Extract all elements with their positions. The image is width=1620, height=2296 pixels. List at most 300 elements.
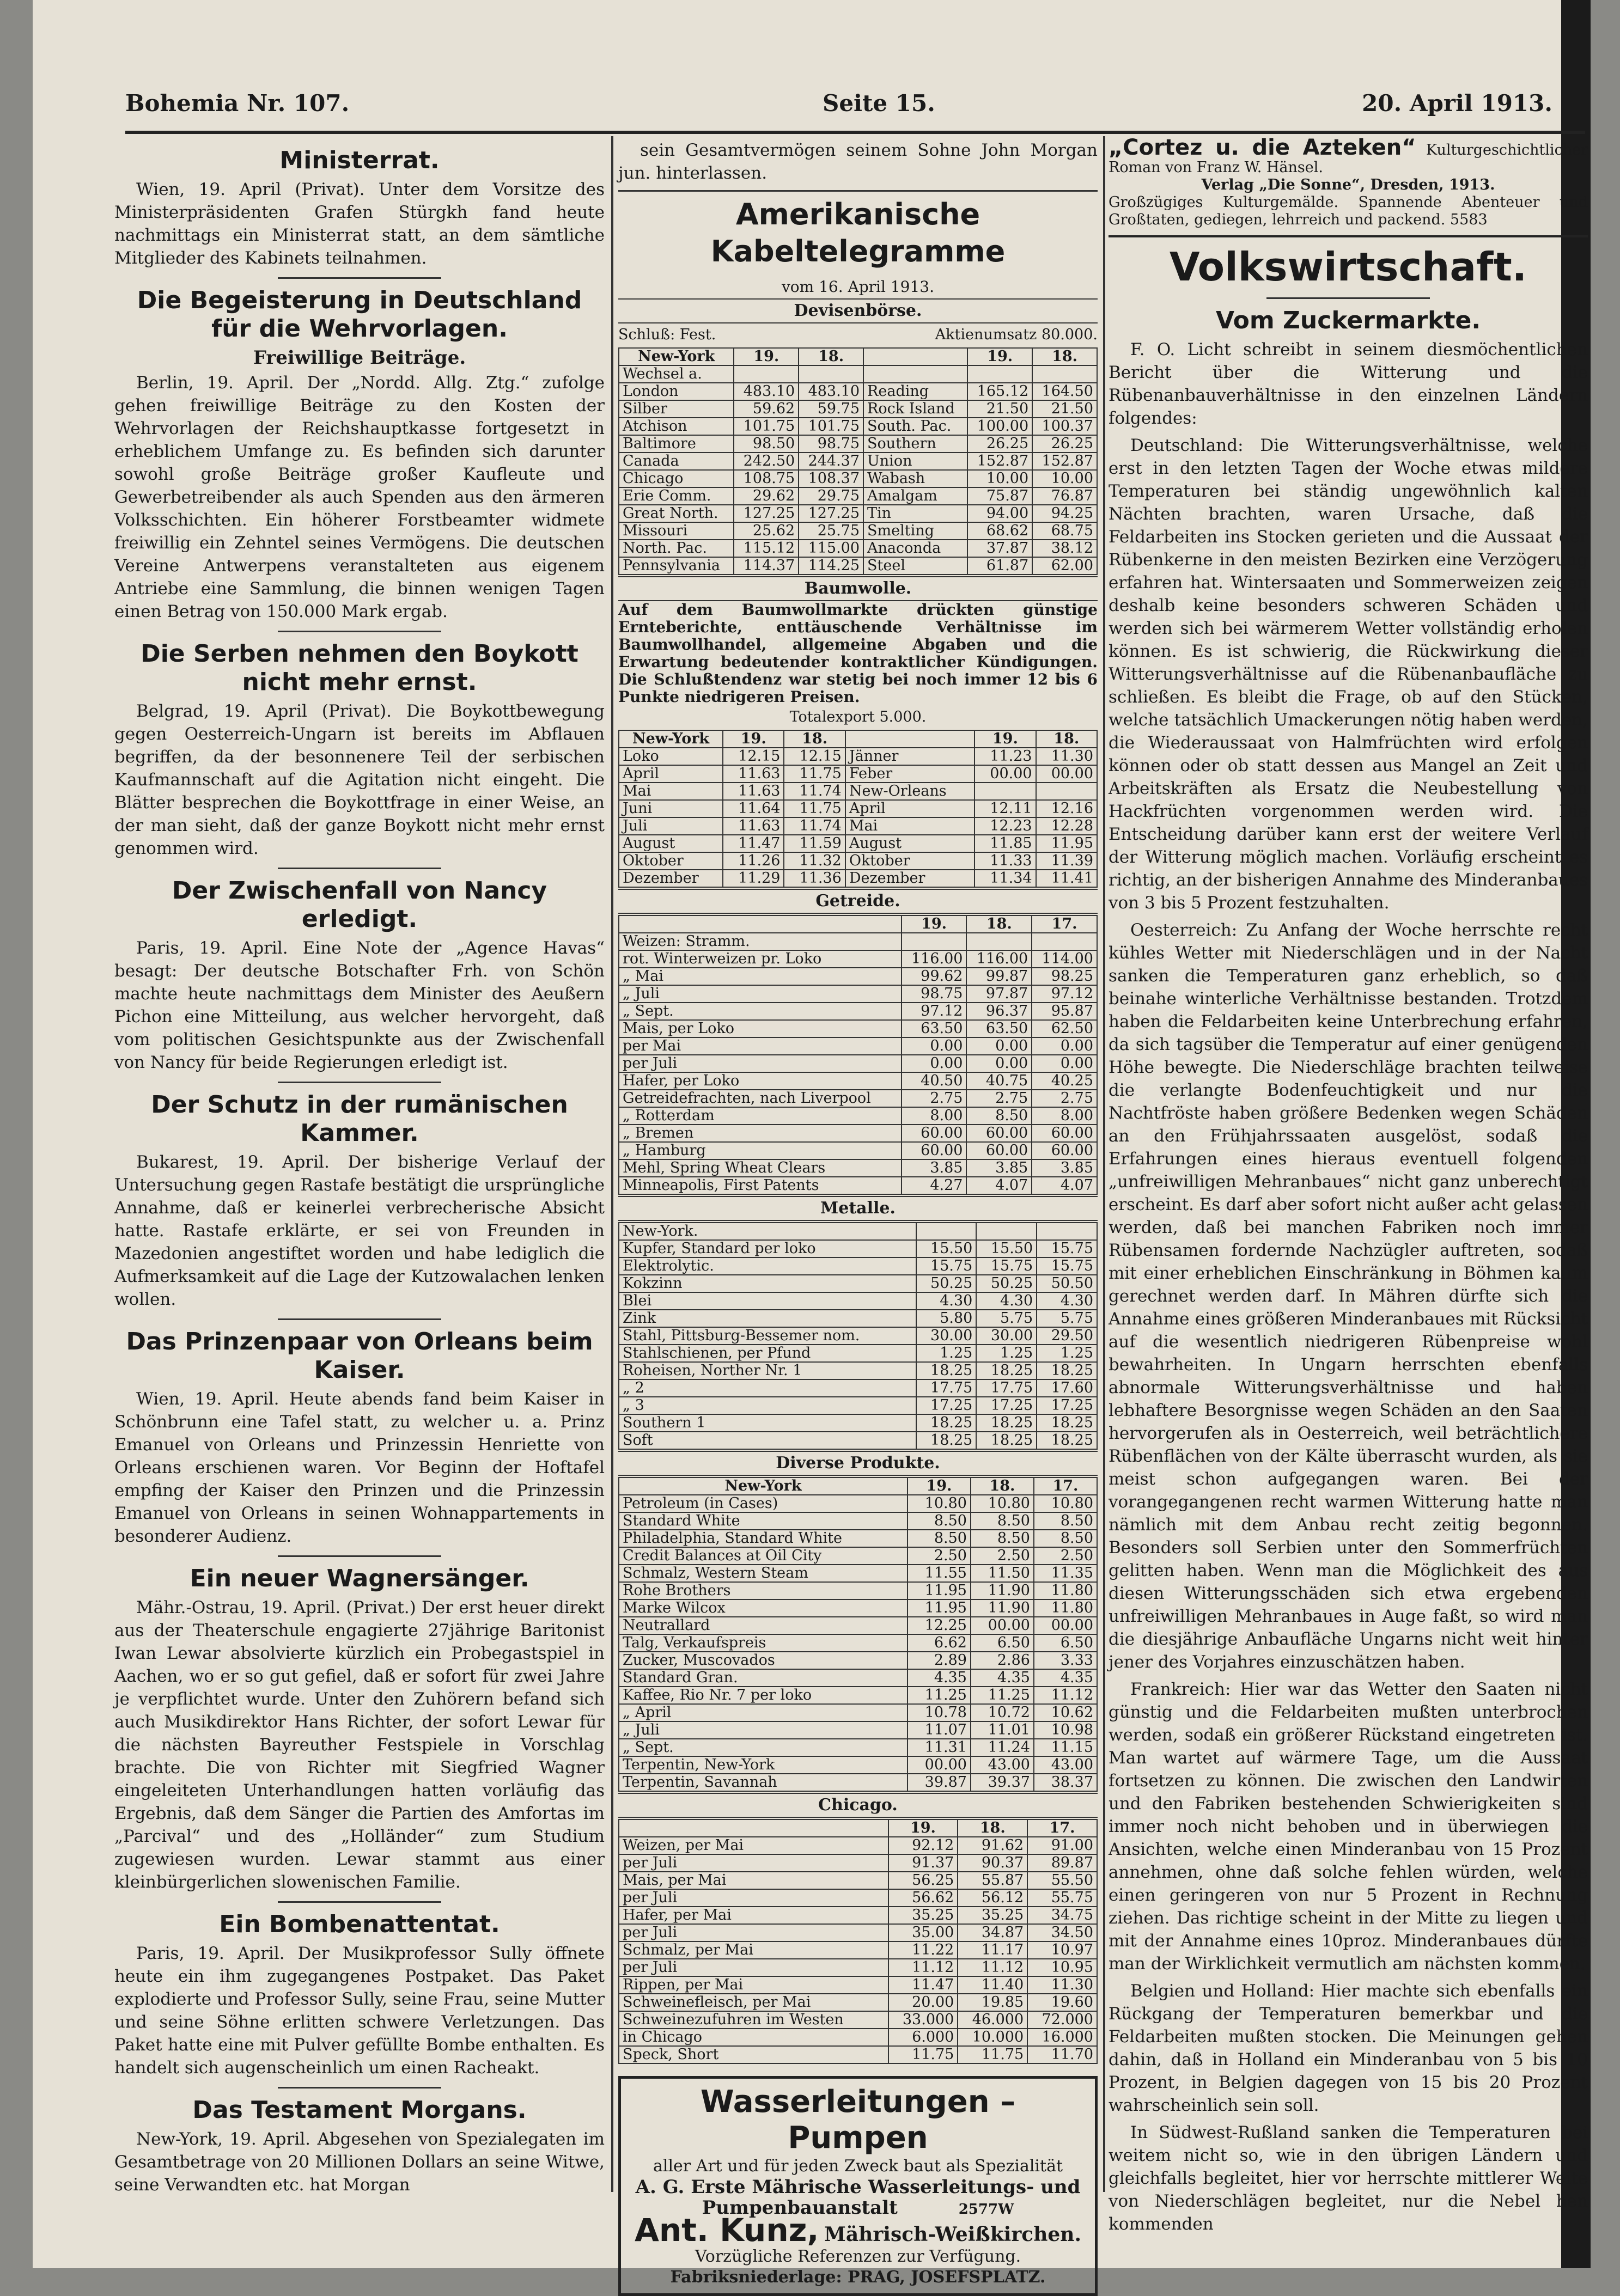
table-cell: 11.80: [1034, 1599, 1097, 1617]
table-row: [619, 765, 1097, 783]
table-cell: 11.33: [975, 852, 1036, 870]
table-cell: 29.75: [799, 487, 863, 505]
table-row: [619, 2011, 1097, 2029]
article-text: In Südwest-Rußland sanken die Temperaturen bei weitem nicht so, wie in den übrigen Ländern und gleichfalls begleitet, hier vor herrschte mittlerer Weite von Niederschlägen begleitet, nur die Nebel hen kommenden: [1109, 2123, 1588, 2234]
table-cell: 97.87: [966, 985, 1032, 1003]
table-row: [619, 400, 1097, 418]
table-cell: 29.62: [734, 487, 799, 505]
table-row: [619, 1345, 1097, 1362]
table-cell: Stahl, Pittsburg-Bessemer nom.: [619, 1327, 916, 1345]
column-header: 19.: [975, 730, 1036, 748]
page-number: Seite 15.: [823, 90, 935, 117]
article-title: Die Begeisterung in Deutschland für die Wehrvorlagen.: [137, 286, 582, 343]
table-cell: 98.50: [734, 435, 799, 453]
table-cell: 34.50: [1027, 1924, 1097, 1941]
table-row: [619, 1055, 1097, 1072]
table-cell: „ Sept.: [619, 1003, 902, 1020]
table-cell: Getreidefrachten, nach Liverpool: [619, 1090, 902, 1107]
ad-title: Wasserleitungen – Pumpen: [700, 2084, 1016, 2155]
article-text: Belgrad, 19. April (Privat). Die Boykottbewegung gegen Oesterreich-Ungarn ist bereits im Abflauen begriffen, da der besonnenere Teil der serbischen Kaufmannschaft auf die Agitation nicht eingeht. Die Blätter besprechen die Boykottfrage in einer Weise, an der man sieht, daß der ganze Boykott nicht mehr ernst genommen wird.: [114, 701, 605, 858]
table-cell: 11.95: [908, 1599, 971, 1617]
table-row: [619, 1739, 1097, 1756]
table-cell: 10.72: [971, 1704, 1034, 1721]
table-cell: New-York.: [619, 1223, 916, 1240]
table-cell: 18.25: [976, 1414, 1037, 1432]
table-row: [619, 1854, 1097, 1872]
table-row: [619, 470, 1097, 487]
table-cell: 11.75: [784, 765, 845, 783]
table-cell: „ 2: [619, 1379, 916, 1397]
table-cell: 21.50: [967, 400, 1032, 418]
table-cell: Mais, per Loko: [619, 1020, 902, 1037]
table-cell: 115.12: [734, 540, 799, 557]
table-cell: 11.63: [723, 817, 784, 835]
table-header-row: [619, 915, 1097, 933]
table-cell: 00.00: [1036, 765, 1097, 783]
table-cell: Erie Comm.: [619, 487, 734, 505]
table-cell: Southern 1: [619, 1414, 916, 1432]
table-cell: Kupfer, Standard per loko: [619, 1240, 916, 1257]
table-cell: 98.75: [902, 985, 967, 1003]
table-cell: 20.00: [888, 1994, 958, 2011]
article-title: Der Schutz in der rumänischen Kammer.: [151, 1091, 568, 1147]
table-row: [619, 1704, 1097, 1721]
table-row: [619, 1275, 1097, 1292]
table-cell: Chicago: [619, 470, 734, 487]
table-row: [619, 1599, 1097, 1617]
table-cell: 99.87: [966, 968, 1032, 985]
table-cell: 11.12: [958, 1959, 1027, 1976]
table-cell: Roheisen, Norther Nr. 1: [619, 1362, 916, 1379]
table-cell: 33.000: [888, 2011, 958, 2029]
section-title: Volkswirtschaft.: [1169, 244, 1527, 290]
column-header: [863, 348, 967, 365]
table-row: [619, 817, 1097, 835]
table-row: [619, 2029, 1097, 2046]
article-subtitle: Freiwillige Beiträge.: [253, 347, 466, 369]
table-cell: Missouri: [619, 522, 734, 540]
table-cell: 18.25: [916, 1414, 977, 1432]
table-cell: 35.25: [888, 1907, 958, 1924]
column-header: 17.: [1032, 915, 1097, 933]
issue-date: 20. April 1913.: [1362, 90, 1552, 117]
table-cell: 11.47: [888, 1976, 958, 1994]
table-row: [619, 870, 1097, 887]
table-cell: 11.29: [723, 870, 784, 887]
table-cell: 10.98: [1034, 1721, 1097, 1739]
volume-note: Aktienumsatz 80.000.: [935, 326, 1098, 343]
table-row: [619, 435, 1097, 453]
table-cell: 164.50: [1032, 383, 1097, 400]
article-text: New-York, 19. April. Abgesehen von Spezialegaten im Gesamtbetrage von 20 Millionen Dollars an seine Witwe, seine Verwandten etc. hat Morgan: [114, 2129, 605, 2195]
table-cell: 101.75: [799, 418, 863, 435]
table-row: [619, 1530, 1097, 1547]
table-cell: 242.50: [734, 453, 799, 470]
table-cell: 11.47: [723, 835, 784, 852]
table-cell: 30.00: [976, 1327, 1037, 1345]
table-cell: Wabash: [863, 470, 967, 487]
table-row: [619, 1495, 1097, 1512]
table-cell: 5.80: [916, 1310, 977, 1327]
table-row: [619, 1959, 1097, 1976]
ad-line: Pumpenbauanstalt: [702, 2197, 898, 2219]
table-cell: 11.01: [971, 1721, 1034, 1739]
table-cell: 11.90: [971, 1599, 1034, 1617]
table-cell: 1.25: [976, 1345, 1037, 1362]
table-cell: 8.50: [1034, 1512, 1097, 1530]
table-cell: 4.07: [1032, 1177, 1097, 1194]
table-cell: 2.75: [966, 1090, 1032, 1107]
table-row: [619, 835, 1097, 852]
table-cell: Speck, Short: [619, 2046, 888, 2063]
ad-line: A. G. Erste Mährische Wasserleitungs- und: [635, 2176, 1081, 2198]
table-cell: 10.78: [908, 1704, 971, 1721]
table-cell: 59.62: [734, 400, 799, 418]
table-cell: 12.15: [784, 748, 845, 765]
table-cell: 99.62: [902, 968, 967, 985]
table-cell: in Chicago: [619, 2029, 888, 2046]
table-cell: 11.63: [723, 765, 784, 783]
table-cell: 244.37: [799, 453, 863, 470]
table-cell: 10.62: [1034, 1704, 1097, 1721]
table-cell: [799, 365, 863, 383]
table-cell: 11.23: [975, 748, 1036, 765]
closing-note: Schluß: Fest.: [618, 326, 716, 343]
table-cell: 114.00: [1032, 950, 1097, 968]
subsection-metals: Metalle.: [618, 1196, 1098, 1221]
subsection-devisen: Devisenbörse.: [618, 298, 1098, 323]
article-title: Ministerrat.: [279, 146, 440, 174]
table-row: [619, 1159, 1097, 1177]
table-cell: 4.35: [971, 1669, 1034, 1687]
table-cell: Marke Wilcox: [619, 1599, 908, 1617]
table-cell: Schweinezufuhren im Westen: [619, 2011, 888, 2029]
article-text: Oesterreich: Zu Anfang der Woche herrschte recht kühles Wetter mit Niederschlägen und in der Nacht sanken die Temperaturen ganz erheblich, so daß beinahe winterliche Verhältnisse bestanden. Trotzdem haben die Feldarbeiten keine Unterbrechung erfahren, da sich tagsüber die Temperatur auf einer genügenden Höhe bewegte. Die Niederschläge brachten teilweise die verlangte Bodenfeuchtigkeit und nur die Nachtfröste haben größere Bedenken wegen Schäden an den Frühjahrssaaten ausgelöst, sodaß die Erfahrungen eines hieraus eventuell folgenden „unfreiwilligen Mehranbaues“ nicht ganz unberechtigt erscheint. Es darf aber sofort nicht außer acht gelassen werden, daß bei manchen Fabriken noch immer Rübensamen fordernde Nachzügler auftreten, sodaß mit einer erheblichen Einschränkung in Böhmen kaum gerechnet werden darf. In Mähren dürfte sich die Annahme eines größeren Minderanbaues mit Rücksicht auf die wesentlich niedrigeren Rübenpreise wohl bewahrheiten. In Ungarn herrschten ebenfalls abnormale Witterungsverhältnisse und haben lebhaftere Besorgnisse wegen Schäden an den Saaten hervorgerufen als in Oesterreich, weil beträchtlichere Rübenflächen von der Kälte überrascht wurden, als sie meist schon aufgegangen waren. Bei der vorangegangenen recht warmen Witterung hatte man nämlich mit dem Anbau recht zeitig begonnen. Besonders soll Serbien unter den Sommerfrüchten gelitten haben. Wenn man die Möglichkeit des aus diesen Witterungsschäden sich etwa ergebenden unfreiwilligen Mehranbaues in Auge faßt, so wird man die diesjährige Anbaufläche Ungarns nicht weit hinter jener des Vorjahres einzuschätzen haben.: [1109, 920, 1588, 1672]
article-text: Deutschland: Die Witterungsverhältnisse, welche erst in den letzten Tagen der Woche etwas mildere Temperaturen bei ständig ungewöhnlich kalten Nächten brachten, waren Ursache, daß die Feldarbeiten ins Stocken gerieten und die Aussaat der Rübenkerne in den meisten Bezirken eine Verzögerung erfahren hat. Wintersaaten und Sommerweizen zeigen deshalb keine besonders schweren Schäden und werden sich bei wärmerem Wetter vollständig erholen können. Es ist schwierig, die Rückwirkung dieser Witterungsverhältnisse auf die Rübenanbaufläche zu schließen. Es bleibt die Frage, ob auf den Stücken, welche tatsächlich Umackerungen nötig haben werden, die Wiederaussaat von Halmfrüchten wird erfolgen können oder ob statt dessen aus Mangel an Zeit und Arbeitskräften als Ersatz die Neubestellung von Hackfrüchten vorgenommen werden wird. Die Entscheidung darüber kann erst der weitere Verlauf der Witterung möglich machen. Vorläufig erscheint es richtig, an der bisherigen Annahme des Minderanbaues von 3 bis 5 Prozent festzuhalten.: [1109, 436, 1588, 913]
table-row: [619, 1257, 1097, 1275]
table-cell: per Juli: [619, 1854, 888, 1872]
table-cell: 10.000: [958, 2029, 1027, 2046]
table-cell: Jänner: [845, 748, 975, 765]
metal-table: [618, 1222, 1098, 1450]
table-cell: 4.30: [1037, 1292, 1097, 1310]
divider: [278, 1082, 441, 1083]
table-row: [619, 1634, 1097, 1652]
table-cell: 11.74: [784, 783, 845, 800]
table-cell: 100.00: [967, 418, 1032, 435]
table-cell: 25.75: [799, 522, 863, 540]
table-cell: 100.37: [1032, 418, 1097, 435]
table-cell: rot. Winterweizen pr. Loko: [619, 950, 902, 968]
table-row: [619, 1177, 1097, 1194]
table-cell: 76.87: [1032, 487, 1097, 505]
table-cell: 8.50: [966, 1107, 1032, 1125]
table-cell: August: [619, 835, 723, 852]
table-cell: 116.00: [902, 950, 967, 968]
table-cell: [916, 1223, 977, 1240]
table-cell: [1032, 365, 1097, 383]
table-cell: Schweinefleisch, per Mai: [619, 1994, 888, 2011]
table-row: [619, 1512, 1097, 1530]
table-cell: 21.50: [1032, 400, 1097, 418]
table-cell: 6.50: [971, 1634, 1034, 1652]
table-row: [619, 1037, 1097, 1055]
table-row: [619, 1994, 1097, 2011]
table-cell: 11.36: [784, 870, 845, 887]
table-cell: 26.25: [967, 435, 1032, 453]
section-date: vom 16. April 1913.: [781, 278, 935, 296]
table-cell: 10.80: [1034, 1495, 1097, 1512]
table-cell: 98.25: [1032, 968, 1097, 985]
table-cell: „ Juli: [619, 1721, 908, 1739]
table-cell: Rock Island: [863, 400, 967, 418]
table-cell: 11.31: [908, 1739, 971, 1756]
table-cell: Oktober: [845, 852, 975, 870]
subsection-grain: Getreide.: [618, 889, 1098, 914]
table-cell: 12.15: [723, 748, 784, 765]
table-cell: 10.95: [1027, 1959, 1097, 1976]
table-cell: 4.07: [966, 1177, 1032, 1194]
table-cell: [967, 365, 1032, 383]
divider: [278, 631, 441, 632]
table-cell: Canada: [619, 453, 734, 470]
table-cell: 17.75: [916, 1379, 977, 1397]
article-text: Wien, 19. April. Heute abends fand beim Kaiser in Schönbrunn eine Tafel statt, zu welcher u. a. Prinz Emanuel von Orleans und Prinzessin Henriette von Orleans erschienen waren. Vor Beginn der Hoftafel empfing der Kaiser den Prinzen und die Prinzessin Emanuel von Orleans in seinen Wohnappartements in besonderer Audienz.: [114, 1389, 605, 1546]
table-cell: Minneapolis, First Patents: [619, 1177, 902, 1194]
table-cell: 94.25: [1032, 505, 1097, 522]
table-cell: „ Mai: [619, 968, 902, 985]
table-cell: „ Hamburg: [619, 1142, 902, 1159]
continued-text: sein Gesamtvermögen seinem Sohne John Morgan jun. hinterlassen.: [618, 141, 1098, 183]
table-cell: 63.50: [902, 1020, 967, 1037]
table-cell: 50.50: [1037, 1275, 1097, 1292]
table-cell: 8.00: [1032, 1107, 1097, 1125]
table-cell: 35.25: [958, 1907, 1027, 1924]
table-cell: 90.37: [958, 1854, 1027, 1872]
table-cell: 10.00: [967, 470, 1032, 487]
table-header-row: [619, 348, 1097, 365]
table-cell: 4.27: [902, 1177, 967, 1194]
table-cell: 4.30: [916, 1292, 977, 1310]
table-row: [619, 557, 1097, 575]
table-cell: [1032, 933, 1097, 950]
table-row: [619, 783, 1097, 800]
table-row: [619, 1774, 1097, 1791]
table-cell: 25.62: [734, 522, 799, 540]
table-cell: 60.00: [966, 1142, 1032, 1159]
table-row: [619, 418, 1097, 435]
table-cell: 62.00: [1032, 557, 1097, 575]
table-cell: 59.75: [799, 400, 863, 418]
article-text: F. O. Licht schreibt in seinem diesmöchentlichen Bericht über die Witterung und die Rübenanbauverhältnisse in den einzelnen Ländern folgendes:: [1109, 340, 1588, 428]
table-cell: 40.25: [1032, 1072, 1097, 1090]
table-row: [619, 1582, 1097, 1599]
divider: [1109, 235, 1588, 237]
table-row: [619, 1379, 1097, 1397]
table-cell: 2.50: [1034, 1547, 1097, 1565]
subsection-chicago: Chicago.: [618, 1793, 1098, 1818]
table-cell: Standard Gran.: [619, 1669, 908, 1687]
table-cell: Stahlschienen, per Pfund: [619, 1345, 916, 1362]
table-cell: 38.12: [1032, 540, 1097, 557]
table-cell: 0.00: [902, 1055, 967, 1072]
ad-line: aller Art und für jeden Zweck baut als Spezialität: [653, 2157, 1063, 2176]
ad-firm: Ant. Kunz,: [634, 2212, 819, 2249]
table-cell: 8.50: [971, 1530, 1034, 1547]
subsection-diverse: Diverse Produkte.: [618, 1451, 1098, 1476]
table-cell: Loko: [619, 748, 723, 765]
table-cell: 00.00: [1034, 1617, 1097, 1634]
table-row: [619, 365, 1097, 383]
advertisement-book: [1109, 135, 1588, 229]
column-header: [619, 915, 902, 933]
table-cell: 60.00: [902, 1142, 967, 1159]
table-cell: 127.25: [799, 505, 863, 522]
table-cell: Schmalz, Western Steam: [619, 1565, 908, 1582]
article-title: Ein neuer Wagnersänger.: [190, 1565, 529, 1592]
table-cell: Amalgam: [863, 487, 967, 505]
table-cell: 0.00: [902, 1037, 967, 1055]
table-cell: 60.00: [902, 1125, 967, 1142]
table-cell: 4.35: [1034, 1669, 1097, 1687]
table-row: [619, 1907, 1097, 1924]
table-cell: Credit Balances at Oil City: [619, 1547, 908, 1565]
article-text: Paris, 19. April. Eine Note der „Agence Havas“ besagt: Der deutsche Botschafter Frh. von Schön machte heute nachmittags dem Minister des Aeußern Pichon eine Mitteilung, aus welcher hervorgeht, daß vom politischen Gesichtspunkte aus der Zwischenfall von Nancy für beide Regierungen erledigt ist.: [114, 938, 605, 1072]
table-cell: 19.85: [958, 1994, 1027, 2011]
table-cell: 0.00: [1032, 1055, 1097, 1072]
table-cell: 11.40: [958, 1976, 1027, 1994]
table-row: [619, 1414, 1097, 1432]
table-cell: Oktober: [619, 852, 723, 870]
table-cell: 12.25: [908, 1617, 971, 1634]
divider: [278, 1555, 441, 1557]
cotton-table: [618, 730, 1098, 888]
table-cell: 56.12: [958, 1889, 1027, 1907]
table-cell: 6.62: [908, 1634, 971, 1652]
table-cell: 17.25: [1037, 1397, 1097, 1414]
table-cell: Talg, Verkaufspreis: [619, 1634, 908, 1652]
table-cell: Anaconda: [863, 540, 967, 557]
table-cell: 2.75: [902, 1090, 967, 1107]
table-cell: 15.75: [916, 1257, 977, 1275]
book-title: „Cortez u. die Azteken“: [1109, 135, 1416, 160]
table-cell: 108.75: [734, 470, 799, 487]
table-cell: 108.37: [799, 470, 863, 487]
article-text: Mähr.-Ostrau, 19. April. (Privat.) Der erst heuer direkt aus der Theaterschule engagierte 27jährige Baritonist Iwan Lewar absolvierte kürzlich ein Probegastspiel in Aachen, wo er so gut gefiel, daß er sofort für zwei Jahre je verpflichtet wurde. Unter den Zuhörern befand sich auch Musikdirektor Hans Richter, der sofort Lewar für die nächsten Bayreuther Festspiele in Vorschlag brachte. Die von Richter mit Siegfried Wagner eingeleiteten Unterhandlungen hatten vorläufig das Ergebnis, daß dem Sänger die Partien des Amfortas im „Parcival“ und des „Holländer“ zum Studium zugewiesen wurden. Lewar stammt aus einer kleinbürgerlichen slowenischen Familie.: [114, 1598, 605, 1892]
table-cell: 11.75: [958, 2046, 1027, 2063]
table-cell: per Juli: [619, 1959, 888, 1976]
table-row: [619, 1107, 1097, 1125]
table-cell: 17.75: [976, 1379, 1037, 1397]
table-cell: Silber: [619, 400, 734, 418]
table-cell: 11.75: [784, 800, 845, 817]
table-cell: 19.60: [1027, 1994, 1097, 2011]
table-cell: Rippen, per Mai: [619, 1976, 888, 1994]
table-cell: 91.00: [1027, 1837, 1097, 1854]
table-cell: 11.41: [1036, 870, 1097, 887]
table-cell: 18.25: [916, 1432, 977, 1449]
article-title: Das Testament Morgans.: [192, 2096, 527, 2124]
table-row: [619, 1125, 1097, 1142]
table-row: [619, 1432, 1097, 1449]
table-cell: 11.25: [971, 1687, 1034, 1704]
table-cell: 60.00: [1032, 1125, 1097, 1142]
table-cell: 8.00: [902, 1107, 967, 1125]
table-cell: 96.37: [966, 1003, 1032, 1020]
table-cell: Mehl, Spring Wheat Clears: [619, 1159, 902, 1177]
table-cell: 11.95: [908, 1582, 971, 1599]
table-cell: Mai: [619, 783, 723, 800]
table-cell: 55.50: [1027, 1872, 1097, 1889]
table-cell: 2.50: [908, 1547, 971, 1565]
table-cell: 38.37: [1034, 1774, 1097, 1791]
table-cell: 4.30: [976, 1292, 1037, 1310]
table-cell: 40.75: [966, 1072, 1032, 1090]
table-cell: 12.16: [1036, 800, 1097, 817]
column-header: 18.: [799, 348, 863, 365]
table-cell: 00.00: [975, 765, 1036, 783]
table-cell: „ Juli: [619, 985, 902, 1003]
table-cell: 101.75: [734, 418, 799, 435]
table-row: [619, 1565, 1097, 1582]
table-row: [619, 1976, 1097, 1994]
table-cell: 11.74: [784, 817, 845, 835]
table-cell: 3.85: [1032, 1159, 1097, 1177]
column-header: 19.: [967, 348, 1032, 365]
table-cell: Atchison: [619, 418, 734, 435]
table-cell: North. Pac.: [619, 540, 734, 557]
table-cell: 483.10: [734, 383, 799, 400]
table-row: [619, 522, 1097, 540]
table-cell: „ Rotterdam: [619, 1107, 902, 1125]
column-header: 18.: [958, 1819, 1027, 1837]
table-cell: per Juli: [619, 1889, 888, 1907]
table-cell: 11.07: [908, 1721, 971, 1739]
table-cell: „ Sept.: [619, 1739, 908, 1756]
table-cell: 483.10: [799, 383, 863, 400]
table-cell: 11.90: [971, 1582, 1034, 1599]
table-row: [619, 1362, 1097, 1379]
table-cell: 5.75: [1037, 1310, 1097, 1327]
column-header: New-York: [619, 730, 723, 748]
table-cell: Petroleum (in Cases): [619, 1495, 908, 1512]
table-cell: Weizen, per Mai: [619, 1837, 888, 1854]
table-cell: Great North.: [619, 505, 734, 522]
table-cell: Smelting: [863, 522, 967, 540]
table-cell: 11.34: [975, 870, 1036, 887]
table-cell: 11.70: [1027, 2046, 1097, 2063]
article-title: Die Serben nehmen den Boykott nicht mehr ernst.: [141, 640, 578, 696]
table-cell: „ April: [619, 1704, 908, 1721]
table-cell: 18.25: [1037, 1414, 1097, 1432]
table-cell: Tin: [863, 505, 967, 522]
table-cell: 11.24: [971, 1739, 1034, 1756]
table-cell: Weizen: Stramm.: [619, 933, 902, 950]
table-cell: 00.00: [908, 1756, 971, 1774]
table-cell: 72.000: [1027, 2011, 1097, 2029]
table-cell: 11.85: [975, 835, 1036, 852]
column-header: 18.: [971, 1477, 1034, 1495]
column-header: 17.: [1034, 1477, 1097, 1495]
table-cell: 89.87: [1027, 1854, 1097, 1872]
table-cell: [975, 783, 1036, 800]
table-cell: 00.00: [971, 1617, 1034, 1634]
article-text: Wien, 19. April (Privat). Unter dem Vorsitze des Ministerpräsidenten Grafen Stürgkh fand heute nachmittags ein Ministerrat statt, an dem sämtliche Mitglieder des Kabinets teilnahmen.: [114, 180, 605, 268]
ad-line: Fabriksniederlage: PRAG, JOSEFSPLATZ.: [670, 2268, 1046, 2287]
table-cell: Terpentin, Savannah: [619, 1774, 908, 1791]
table-row: [619, 2046, 1097, 2063]
table-cell: 8.50: [908, 1530, 971, 1547]
